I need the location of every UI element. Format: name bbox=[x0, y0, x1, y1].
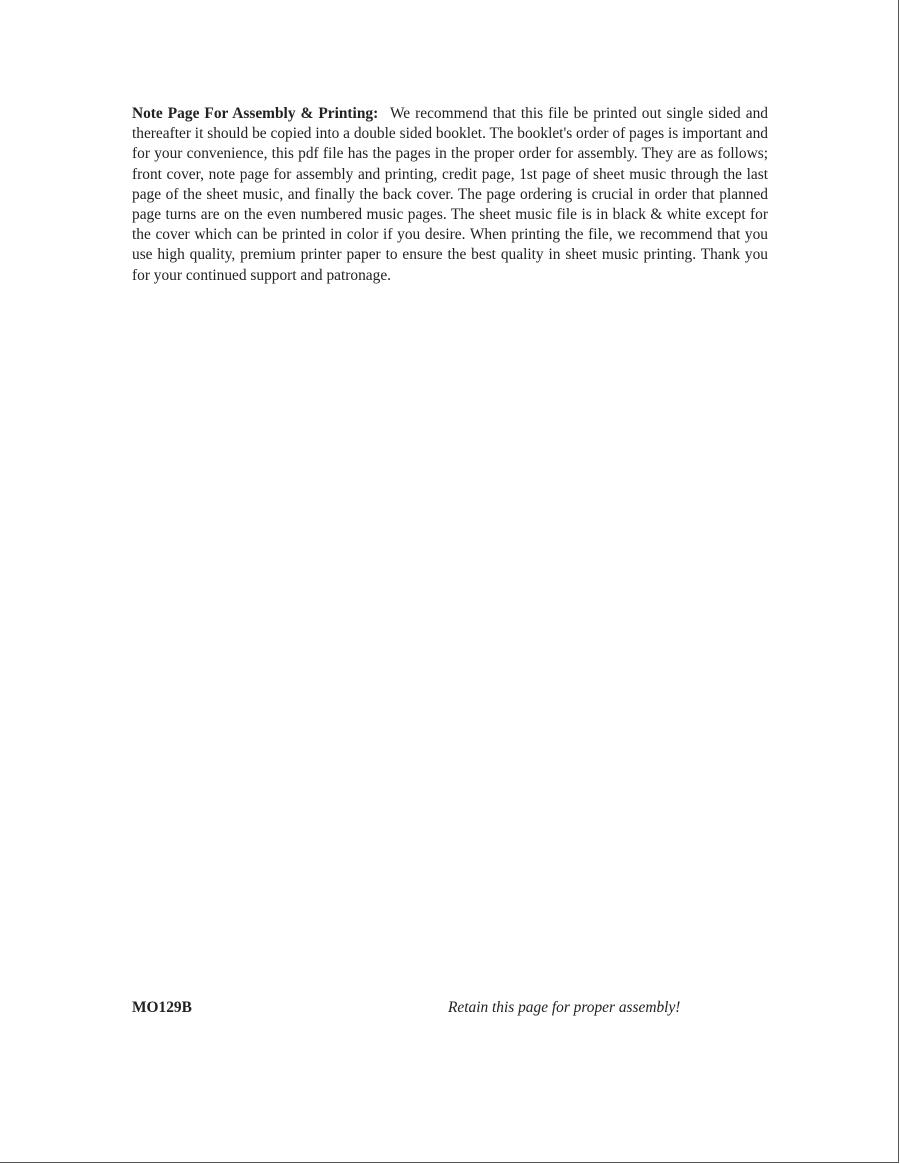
note-body: We recommend that this file be printed out single sided and thereafter it should be copied into a double sided booklet. The booklet's order of pages is important and for your convenience, this pdf file has the pages in the proper order for assembly. They are as follows; front cover, note page for assembly and printing, credit page, 1st page of sheet music through the last page of the sheet music, and finally the back cover. The page ordering is crucial in order that planned page turns are on the even numbered music pages. The sheet music file is in black & white except for the cover which can be printed in color if you desire. When printing the file, we recommend that you use high quality, premium printer paper to ensure the best quality in sheet music printing. Thank you for your continued support and patronage. bbox=[132, 105, 768, 284]
catalog-code: MO129B bbox=[132, 999, 192, 1016]
retain-page-note: Retain this page for proper assembly! bbox=[448, 999, 681, 1016]
note-heading: Note Page For Assembly & Printing: bbox=[132, 105, 379, 122]
assembly-note-paragraph bbox=[132, 104, 768, 286]
